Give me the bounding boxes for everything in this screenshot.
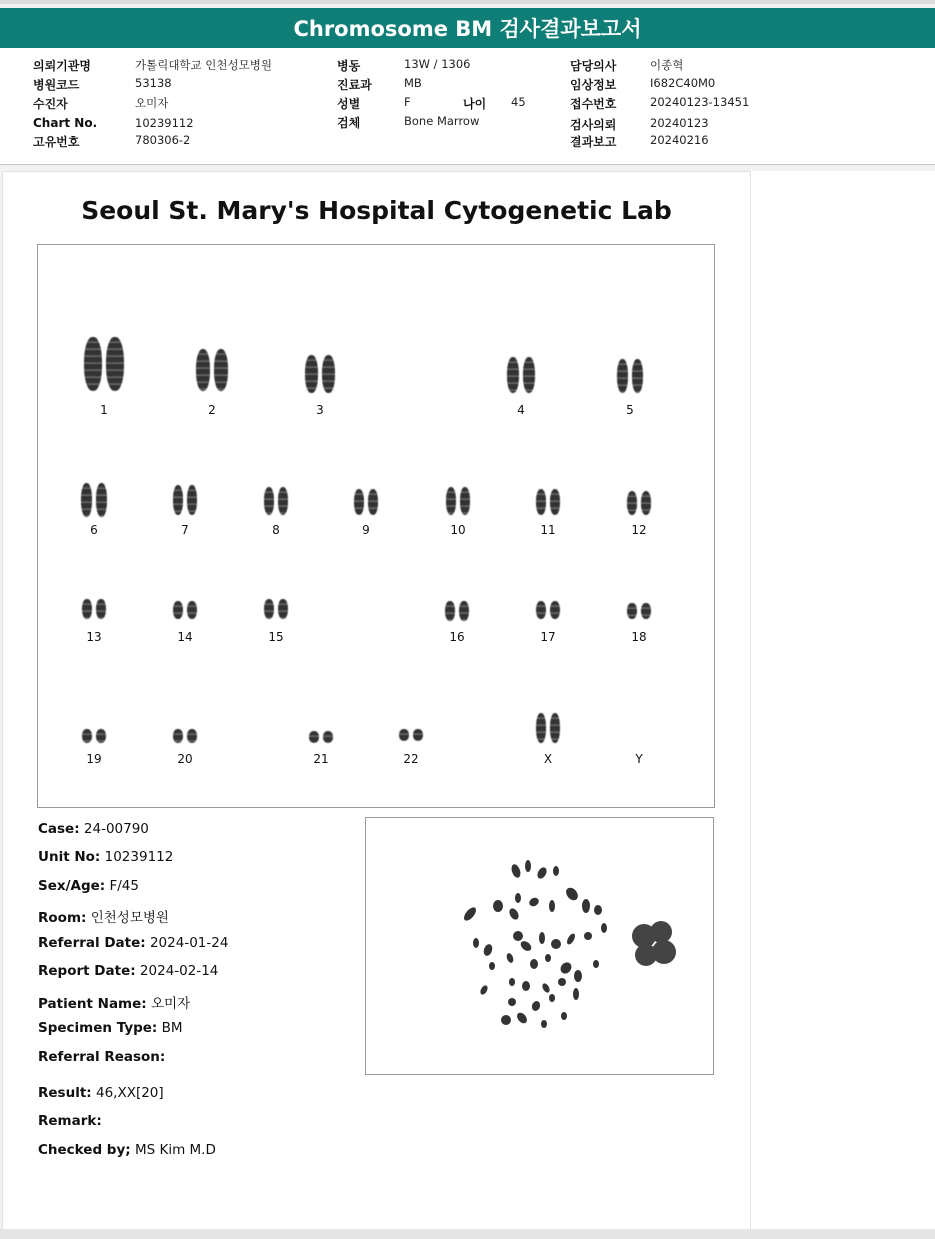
chromosome-pair-1 <box>84 337 124 391</box>
unique-value: 780306-2 <box>135 133 191 147</box>
specimen-value: Bone Marrow <box>404 114 480 128</box>
reason-row: Referral Reason: <box>38 1049 166 1065</box>
chromosome-pair-X <box>536 713 560 743</box>
dept-label: 진료과 <box>337 78 372 92</box>
unique-label: 고유번호 <box>33 135 80 149</box>
chromatid <box>323 731 333 743</box>
chromatid <box>106 337 124 391</box>
chromatid <box>305 355 318 393</box>
room-value: 인천성모병원 <box>90 910 169 926</box>
chromatid <box>627 603 637 619</box>
case-value: 24-00790 <box>83 821 149 837</box>
chromatid <box>550 489 560 515</box>
chromosome-pair-6 <box>81 483 107 517</box>
chromosome-pair-14 <box>173 601 197 619</box>
age-value: 45 <box>511 95 526 109</box>
result-row: Result: 46,XX[20] <box>38 1085 164 1101</box>
chromosome-pair-22 <box>399 729 423 741</box>
karyogram-panel <box>37 244 715 808</box>
unit-value: 10239112 <box>104 849 174 865</box>
chromosome-pair-7 <box>173 485 197 515</box>
unit-row: Unit No: 10239112 <box>38 849 174 865</box>
chromatid <box>627 491 637 515</box>
pname-value: 오미자 <box>150 996 191 1012</box>
metaphase-spread <box>366 818 713 1074</box>
checked-value: MS Kim M.D <box>134 1142 216 1158</box>
chromosome-pair-9 <box>354 489 378 515</box>
hospcode-label: 병원코드 <box>33 78 80 92</box>
doctor-value: 이종혁 <box>650 58 684 72</box>
chromatid <box>96 483 107 517</box>
chromosome-pair-16 <box>445 601 469 621</box>
report-label: 결과보고 <box>570 135 617 149</box>
chromosome-label-20: 20 <box>177 752 193 766</box>
chromatid <box>460 487 470 515</box>
chromatid <box>96 599 106 619</box>
bottom-bar <box>0 1229 935 1239</box>
hospcode-value: 53138 <box>135 76 172 90</box>
chromatid <box>214 349 228 391</box>
chart-value: 10239112 <box>135 116 194 130</box>
dept-value: MB <box>404 76 422 90</box>
chromosome-label-9: 9 <box>362 523 370 537</box>
chromatid <box>641 491 651 515</box>
chromatid <box>309 731 319 743</box>
chromatid <box>96 729 106 743</box>
chromosome-pair-4 <box>507 357 535 393</box>
chromosome-label-6: 6 <box>90 523 98 537</box>
top-border <box>0 0 935 4</box>
chromatid <box>278 487 288 515</box>
chromatid <box>550 713 560 743</box>
chromosome-label-X: X <box>543 752 553 766</box>
chromosome-pair-10 <box>446 487 470 515</box>
sexage-value: F/45 <box>109 878 139 894</box>
chromosome-pair-3 <box>305 355 335 393</box>
report-title: Chromosome BM 검사결과보고서 <box>0 8 935 48</box>
institution-label: 의뢰기관명 <box>33 59 91 73</box>
chromatid <box>399 729 409 741</box>
chromatid <box>82 599 92 619</box>
receipt-value: 20240123-13451 <box>650 95 750 109</box>
chromatid <box>641 603 651 619</box>
chromatid <box>187 601 197 619</box>
chromatid <box>413 729 423 741</box>
chromatid <box>617 359 628 393</box>
chromosome-label-4: 4 <box>517 403 525 417</box>
chromatid <box>84 337 102 391</box>
chromosome-label-17: 17 <box>540 630 556 644</box>
chromatid <box>632 359 643 393</box>
clinical-value: I682C40M0 <box>650 76 716 90</box>
chromatid <box>523 357 535 393</box>
chromatid <box>368 489 378 515</box>
reportdate-row: Report Date: 2024-02-14 <box>38 963 219 979</box>
clinical-label: 임상정보 <box>570 78 617 92</box>
chromatid <box>459 601 469 621</box>
patient-value: 오미자 <box>135 96 169 110</box>
chromatid <box>536 489 546 515</box>
chromosome-label-12: 12 <box>631 523 647 537</box>
chromatid <box>446 487 456 515</box>
chromatid <box>354 489 364 515</box>
chromatid <box>173 729 183 743</box>
chromosome-pair-17 <box>536 601 560 619</box>
receipt-label: 접수번호 <box>570 97 617 111</box>
case-row: Case: 24-00790 <box>38 821 149 837</box>
chromosome-label-22: 22 <box>403 752 419 766</box>
chromosome-pair-11 <box>536 489 560 515</box>
sex-value: F <box>404 95 411 109</box>
referral-value: 2024-01-24 <box>149 935 229 951</box>
ward-value: 13W / 1306 <box>404 57 471 71</box>
chromatid <box>550 601 560 619</box>
chart-label: Chart No. <box>33 116 98 130</box>
chromosome-pair-8 <box>264 487 288 515</box>
chromosome-label-18: 18 <box>631 630 647 644</box>
spectype-value: BM <box>161 1020 183 1036</box>
age-label: 나이 <box>463 97 487 111</box>
room-row: Room: 인천성모병원 <box>38 910 169 926</box>
chromatid <box>196 349 210 391</box>
chromosome-label-5: 5 <box>626 403 634 417</box>
checked-row: Checked by; MS Kim M.D <box>38 1142 216 1158</box>
chromatid <box>187 485 197 515</box>
request-value: 20240123 <box>650 116 709 130</box>
remark-row: Remark: <box>38 1113 102 1129</box>
chromatid <box>81 483 92 517</box>
spectype-row: Specimen Type: BM <box>38 1020 183 1036</box>
doctor-label: 담당의사 <box>570 59 617 73</box>
specimen-label: 검체 <box>337 116 361 130</box>
chromosome-label-16: 16 <box>449 630 465 644</box>
chromosome-pair-15 <box>264 599 288 619</box>
chromatid <box>264 487 274 515</box>
chromatid <box>278 599 288 619</box>
chromosome-label-14: 14 <box>177 630 193 644</box>
ward-label: 병동 <box>337 59 361 73</box>
referral-row: Referral Date: 2024-01-24 <box>38 935 229 951</box>
pname-row: Patient Name: 오미자 <box>38 996 191 1012</box>
chromatid <box>322 355 335 393</box>
chromosome-label-19: 19 <box>86 752 102 766</box>
chromatid <box>264 599 274 619</box>
sex-label: 성별 <box>337 97 361 111</box>
lab-title: Seoul St. Mary's Hospital Cytogenetic Lab <box>81 196 672 225</box>
chromosome-pair-19 <box>82 729 106 743</box>
chromatid <box>536 601 546 619</box>
chromosome-pair-18 <box>627 603 651 619</box>
chromosome-label-11: 11 <box>540 523 556 537</box>
chromosome-label-8: 8 <box>272 523 280 537</box>
chromatid <box>536 713 546 743</box>
chromosome-label-21: 21 <box>313 752 329 766</box>
right-margin <box>751 171 935 1229</box>
chromosome-label-15: 15 <box>268 630 284 644</box>
institution-value: 가톨릭대학교 인천성모병원 <box>135 58 272 72</box>
chromatid <box>173 601 183 619</box>
report-value: 20240216 <box>650 133 709 147</box>
chromatid <box>445 601 455 621</box>
chromosome-label-7: 7 <box>181 523 189 537</box>
chromatid <box>507 357 519 393</box>
request-label: 검사의뢰 <box>570 118 617 132</box>
chromosome-label-13: 13 <box>86 630 102 644</box>
chromosome-pair-2 <box>196 349 228 391</box>
chromosome-pair-21 <box>309 731 333 743</box>
chromosome-label-3: 3 <box>316 403 324 417</box>
metaphase-image <box>365 817 714 1075</box>
patient-info-panel <box>0 48 935 165</box>
chromatid <box>82 729 92 743</box>
chromosome-label-2: 2 <box>208 403 216 417</box>
chromatid <box>173 485 183 515</box>
patient-label: 수진자 <box>33 97 68 111</box>
chromosome-label-Y: Y <box>635 752 643 766</box>
sexage-row: Sex/Age: F/45 <box>38 878 139 894</box>
chromosome-label-10: 10 <box>450 523 466 537</box>
chromosome-pair-20 <box>173 729 197 743</box>
reportdate-value: 2024-02-14 <box>139 963 219 979</box>
chromosome-pair-13 <box>82 599 106 619</box>
karyotype-report-sheet <box>2 171 751 1231</box>
chromatid <box>187 729 197 743</box>
result-value: 46,XX[20] <box>95 1085 164 1101</box>
chromosome-pair-5 <box>617 359 643 393</box>
chromosome-pair-12 <box>627 491 651 515</box>
chromosome-label-1: 1 <box>100 403 108 417</box>
